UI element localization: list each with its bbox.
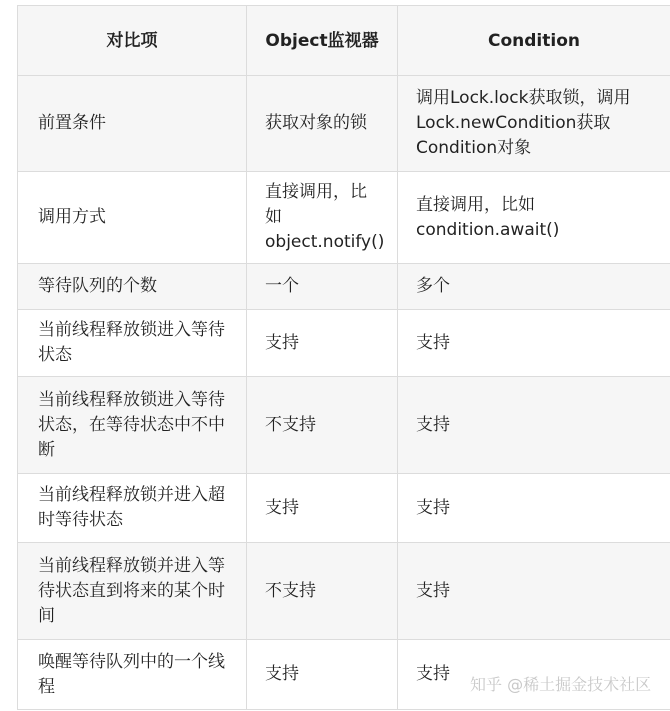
cell-condition: 支持 [398,640,670,710]
header-condition: Condition [398,6,670,76]
table-row [18,264,670,310]
cell-object-monitor: 支持 [247,640,398,710]
cell-item: 前置条件 [18,76,247,172]
cell-condition: 直接调用，比如condition.await() [398,172,670,264]
cell-object-monitor: 一个 [247,264,398,310]
table-row [18,377,670,474]
cell-item: 等待队列的个数 [18,264,247,310]
table-row [18,543,670,640]
cell-item: 当前线程释放锁并进入超时等待状态 [18,474,247,543]
header-compare-item: 对比项 [18,6,247,76]
table-row [18,172,670,264]
cell-object-monitor: 支持 [247,474,398,543]
table-row [18,310,670,377]
comparison-table [17,5,670,710]
cell-object-monitor: 支持 [247,310,398,377]
cell-item: 调用方式 [18,172,247,264]
cell-object-monitor: 不支持 [247,543,398,640]
cell-condition: 支持 [398,474,670,543]
cell-object-monitor: 获取对象的锁 [247,76,398,172]
cell-item: 当前线程释放锁进入等待状态，在等待状态中不中断 [18,377,247,474]
cell-item: 当前线程释放锁进入等待状态 [18,310,247,377]
cell-condition: 支持 [398,377,670,474]
watermark: 知乎 @稀土掘金技术社区 [470,675,652,694]
header-object-monitor: Object监视器 [247,6,398,76]
cell-object-monitor: 直接调用，比如object.notify() [247,172,398,264]
table-row [18,474,670,543]
cell-object-monitor: 不支持 [247,377,398,474]
cell-condition: 支持 [398,543,670,640]
cell-item: 当前线程释放锁并进入等待状态直到将来的某个时间 [18,543,247,640]
cell-condition: 多个 [398,264,670,310]
table-row [18,76,670,172]
cell-condition: 支持 [398,310,670,377]
header-row [18,6,670,76]
cell-condition: 调用Lock.lock获取锁，调用Lock.newCondition获取Condition对象 [398,76,670,172]
cell-item: 唤醒等待队列中的一个线程 [18,640,247,710]
